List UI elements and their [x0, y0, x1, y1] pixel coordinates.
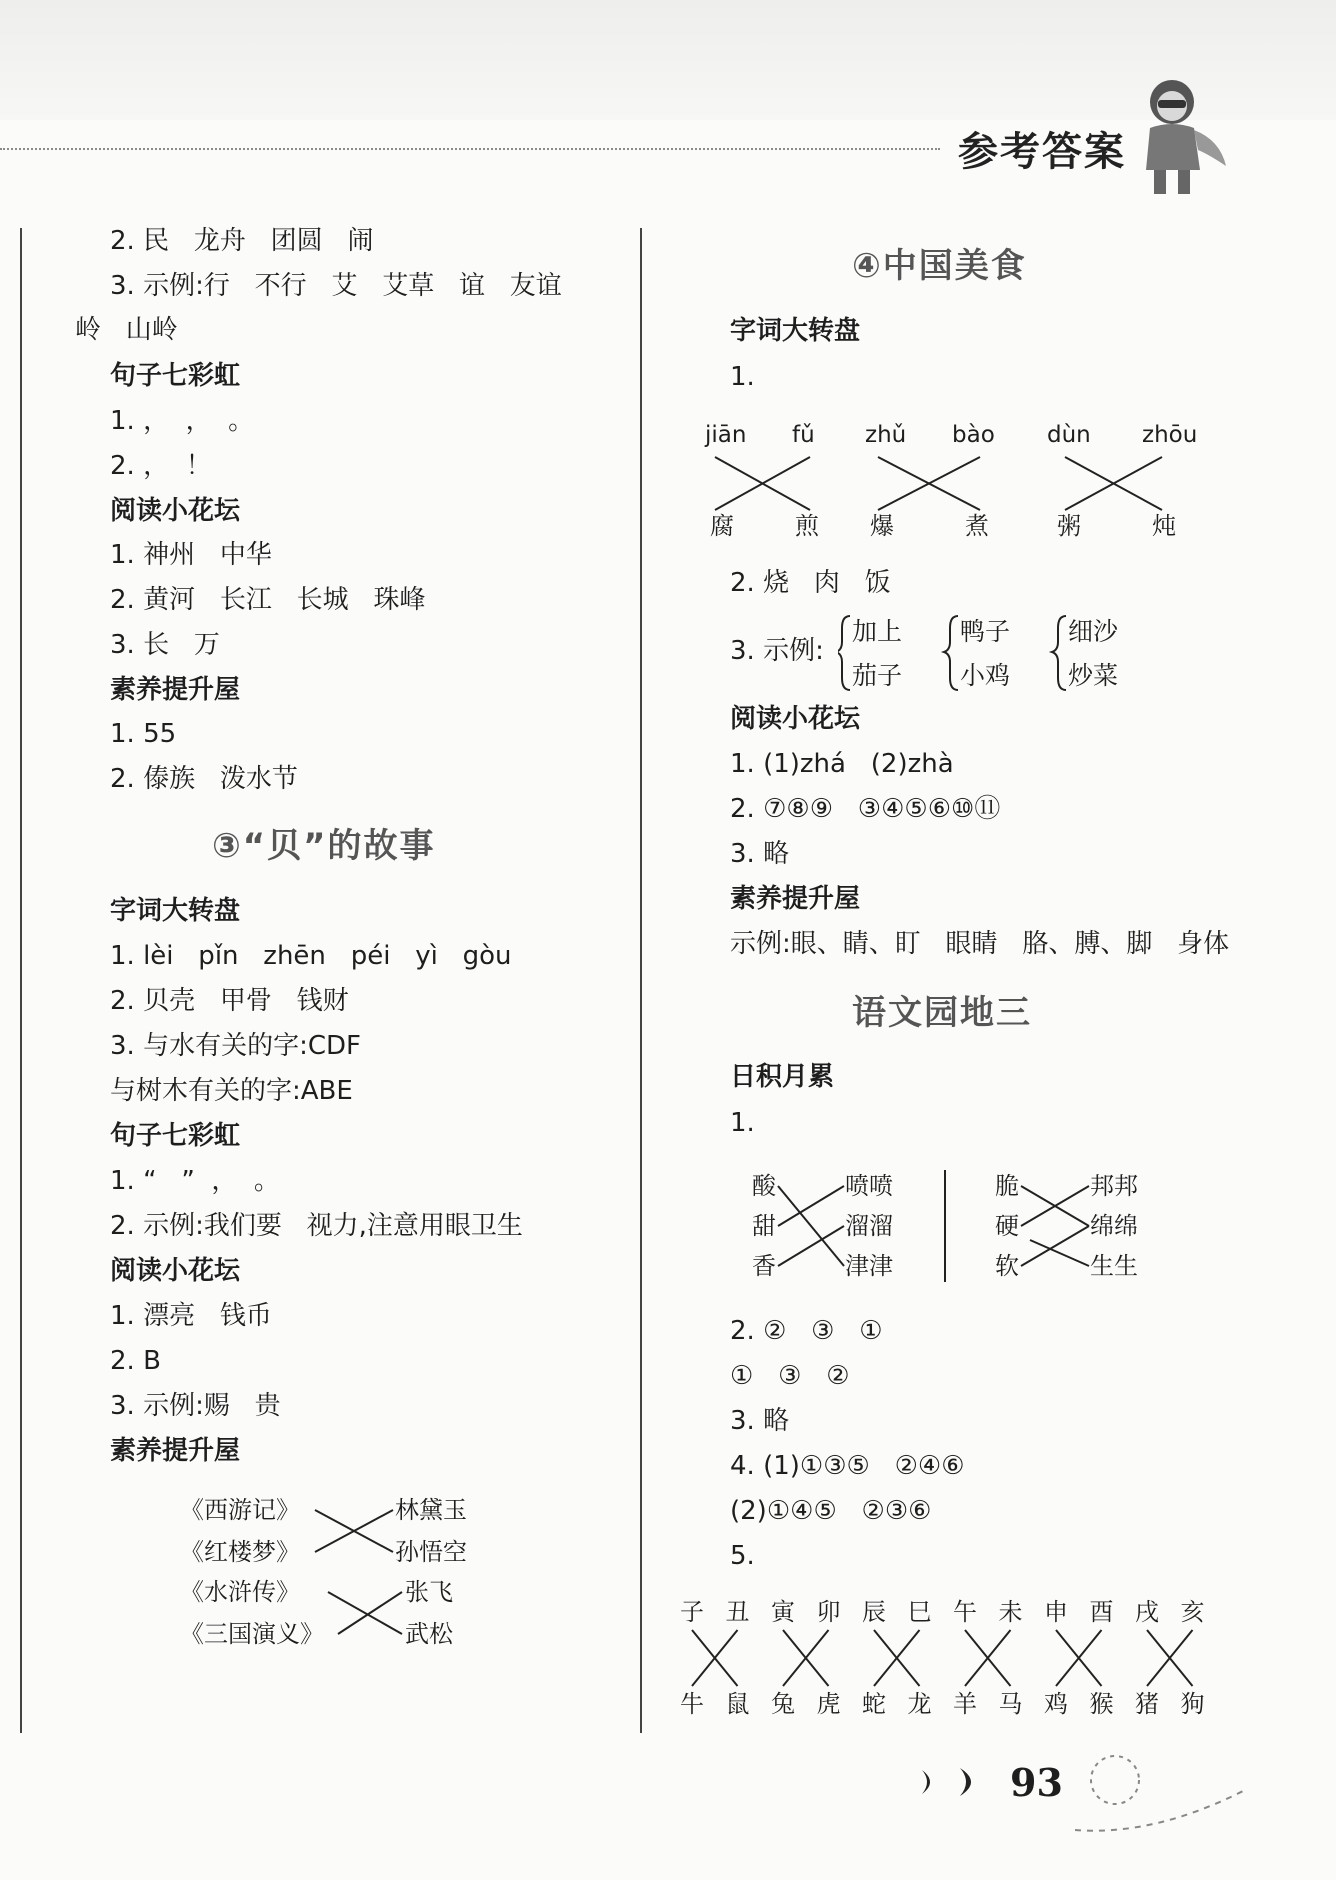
hanzi: 爆: [870, 512, 894, 540]
answer-line: 2. 贝壳 甲骨 钱财: [110, 986, 349, 1016]
mascot-icon: [1120, 70, 1230, 200]
word-matching-diagram: [740, 1160, 1160, 1290]
answer-line: 2. 烧 肉 饭: [730, 568, 891, 598]
match-line: [778, 1186, 844, 1226]
branch-char: 卯: [816, 1598, 841, 1626]
pair-word: 小鸡: [960, 661, 1011, 690]
subheading: 字词大转盘: [730, 316, 861, 346]
column-divider: [640, 228, 642, 1733]
answer-line: 1. 漂亮 钱币: [110, 1301, 272, 1331]
match-word: 绵绵: [1090, 1212, 1138, 1240]
branch-char: 巳: [907, 1598, 932, 1626]
zodiac-char: 牛: [680, 1690, 704, 1718]
answer-line: 1. (1)zhá (2)zhà: [730, 749, 954, 779]
character-name: 张飞: [405, 1578, 453, 1606]
branch-char: 子: [680, 1598, 704, 1626]
left-margin-rule: [20, 228, 22, 1733]
match-word: 喷喷: [845, 1172, 893, 1200]
answer-line: 3. 长 万: [110, 630, 220, 660]
zodiac-char: 蛇: [862, 1690, 886, 1718]
answer-line: 2. 示例:我们要 视力,注意用眼卫生: [110, 1211, 523, 1241]
answer-line: 3. 示例:行 不行 艾 艾草 谊 友谊: [110, 271, 562, 301]
footer-swirl-icon: [1075, 1740, 1255, 1840]
branch-char: 丑: [725, 1598, 750, 1626]
branch-char: 午: [953, 1598, 977, 1626]
brace: [944, 616, 958, 690]
header-dotted-line: [0, 148, 940, 150]
section-title: 语文园地三: [852, 993, 1032, 1033]
answer-line: 1. lèi pǐn zhēn péi yì gòu: [110, 941, 512, 971]
pair-word: 茄子: [852, 661, 903, 690]
zodiac-char: 龙: [907, 1690, 932, 1718]
pair-word: 加上: [852, 617, 903, 646]
answer-line: 1.: [730, 1108, 755, 1138]
pair-word: 鸭子: [960, 617, 1011, 646]
hanzi: 煮: [965, 512, 989, 540]
brace: [1052, 616, 1066, 690]
book-title: 《水浒传》: [180, 1578, 300, 1606]
subheading: 阅读小花坛: [730, 704, 861, 734]
answer-line: 2. ， ！: [110, 451, 212, 481]
example-pairs: [838, 608, 1158, 698]
match-word: 邦邦: [1090, 1172, 1138, 1200]
character-name: 武松: [405, 1620, 453, 1648]
pinyin: zhǔ: [865, 422, 907, 448]
zodiac-char: 鼠: [725, 1690, 750, 1718]
match-word: 溜溜: [845, 1212, 893, 1240]
answer-line: 示例:眼、睛、盯 眼睛 胳、膊、脚 身体: [730, 929, 1230, 959]
hanzi: 腐: [710, 512, 734, 540]
branch-char: 申: [1044, 1598, 1068, 1626]
book-title: 《三国演义》: [180, 1620, 324, 1648]
books-matching-diagram: [180, 1480, 500, 1660]
pair-word: 炒菜: [1068, 661, 1119, 690]
answer-line: 2. B: [110, 1346, 161, 1376]
answer-line: 与树木有关的字:ABE: [110, 1076, 353, 1106]
subheading: 字词大转盘: [110, 896, 241, 926]
branch-char: 未: [998, 1598, 1023, 1626]
pinyin: bào: [952, 422, 995, 448]
answer-line: 1. ， ， 。: [110, 406, 255, 436]
character-name: 林黛玉: [395, 1496, 467, 1524]
branch-char: 寅: [771, 1598, 795, 1626]
section-title: ③“贝”的故事: [212, 826, 436, 866]
match-line: [778, 1226, 844, 1266]
pinyin: fǔ: [792, 422, 815, 448]
hanzi: 粥: [1057, 512, 1081, 540]
subheading: 日积月累: [730, 1062, 835, 1092]
subheading: 素养提升屋: [110, 675, 241, 705]
answer-line: 1. 神州 中华: [110, 540, 272, 570]
match-word: 津津: [845, 1252, 893, 1280]
book-title: 《红楼梦》: [180, 1538, 300, 1566]
answer-line: ① ③ ②: [730, 1361, 850, 1391]
match-word: 脆: [995, 1172, 1019, 1200]
zodiac-char: 马: [998, 1690, 1023, 1718]
zodiac-char: 羊: [953, 1690, 977, 1718]
hanzi: 炖: [1152, 512, 1176, 540]
subheading: 阅读小花坛: [110, 496, 241, 526]
answer-line: 1.: [730, 362, 755, 392]
branch-char: 酉: [1089, 1598, 1114, 1626]
zodiac-char: 猴: [1089, 1690, 1114, 1718]
subheading: 阅读小花坛: [110, 1256, 241, 1286]
match-word: 甜: [752, 1212, 776, 1240]
subheading: 句子七彩虹: [110, 1121, 241, 1151]
branch-char: 辰: [862, 1598, 886, 1626]
zodiac-char: 鸡: [1044, 1690, 1068, 1718]
answer-line: 3. 示例:赐 贵: [110, 1391, 281, 1421]
answer-line: 2. 黄河 长江 长城 珠峰: [110, 585, 426, 615]
book-title: 《西游记》: [180, 1496, 300, 1524]
answer-line: 1. “ ” ， 。: [110, 1166, 280, 1196]
subheading: 素养提升屋: [110, 1436, 241, 1466]
answer-line: 1. 55: [110, 719, 177, 749]
answer-line: 3. 与水有关的字:CDF: [110, 1031, 361, 1061]
character-name: 孙悟空: [395, 1538, 467, 1566]
match-word: 香: [752, 1252, 776, 1280]
answer-line: (2)①④⑤ ②③⑥: [730, 1496, 932, 1526]
subheading: 句子七彩虹: [110, 361, 241, 391]
page-header-title: 参考答案: [958, 128, 1126, 175]
match-line: [1021, 1226, 1089, 1266]
answer-line: 2. 民 龙舟 团圆 闹: [110, 226, 374, 256]
answer-line: 4. (1)①③⑤ ②④⑥: [730, 1451, 965, 1481]
answer-line: 3. 示例:: [730, 636, 824, 666]
answer-line: 岭 山岭: [75, 315, 178, 345]
branch-char: 亥: [1180, 1598, 1205, 1626]
pinyin-matching-diagram: [690, 410, 1210, 545]
subheading: 素养提升屋: [730, 884, 861, 914]
zodiac-matching-diagram: [670, 1590, 1230, 1720]
zodiac-char: 虎: [816, 1690, 841, 1718]
page-number: 93: [1010, 1760, 1063, 1805]
match-word: 硬: [995, 1212, 1019, 1240]
pinyin: zhōu: [1142, 422, 1198, 448]
zodiac-char: 猪: [1135, 1690, 1159, 1718]
pinyin: jiān: [705, 422, 747, 448]
answer-line: 2. ② ③ ①: [730, 1316, 883, 1346]
zodiac-char: 兔: [771, 1690, 795, 1718]
match-word: 生生: [1090, 1252, 1138, 1280]
answer-line: 3. 略: [730, 1406, 790, 1436]
pinyin: dùn: [1047, 422, 1091, 448]
pair-word: 细沙: [1068, 617, 1119, 646]
footer-moon-icon: [910, 1760, 1000, 1800]
answer-line: 2. 傣族 泼水节: [110, 764, 298, 794]
answer-line: 3. 略: [730, 839, 790, 869]
hanzi: 煎: [795, 512, 819, 540]
answer-line: 5.: [730, 1541, 755, 1571]
answer-line: 2. ⑦⑧⑨ ③④⑤⑥⑩⑪: [730, 794, 1001, 824]
brace: [838, 616, 850, 690]
match-word: 软: [995, 1252, 1019, 1280]
section-title: ④中国美食: [852, 246, 1027, 286]
match-word: 酸: [752, 1172, 776, 1200]
zodiac-char: 狗: [1180, 1690, 1205, 1718]
match-line: [778, 1186, 844, 1266]
branch-char: 戌: [1135, 1598, 1159, 1626]
